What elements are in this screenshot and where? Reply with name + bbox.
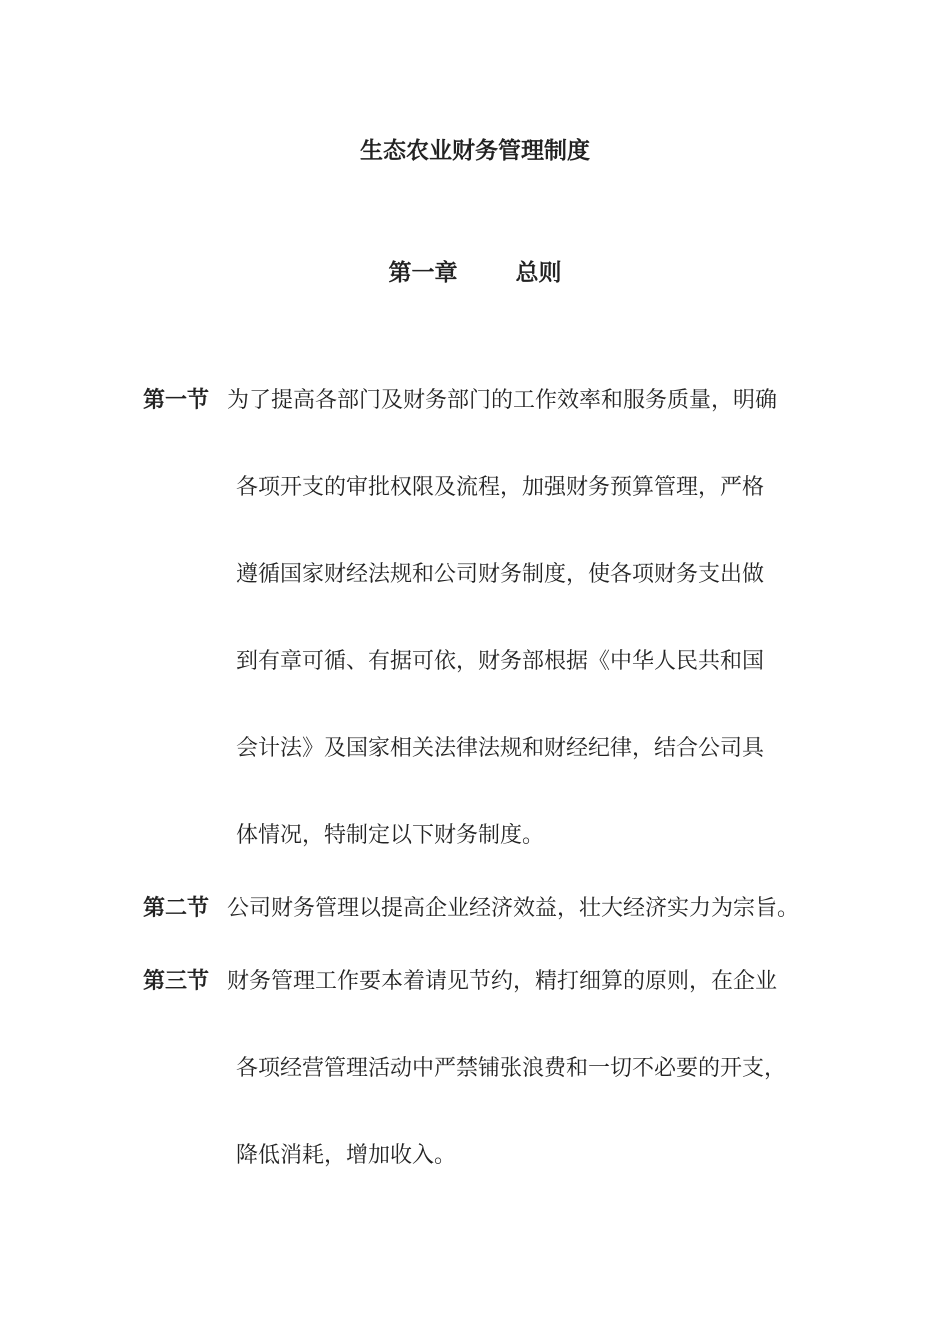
section-text-line: 会计法》及国家相关法律法规和财经纪律，结合公司具 [236, 736, 765, 761]
document-title: 生态农业财务管理制度 [360, 138, 590, 164]
section-text-line: 各项经营管理活动中严禁铺张浪费和一切不必要的开支， [236, 1056, 787, 1081]
section-label: 第三节 [143, 969, 210, 994]
chapter-number: 第一章 [388, 260, 458, 286]
section-text-line: 各项开支的审批权限及流程，加强财务预算管理，严格 [236, 475, 765, 500]
section-text-line: 体情况，特制定以下财务制度。 [236, 823, 545, 848]
chapter-heading [0, 258, 950, 288]
chapter-name: 总则 [515, 260, 562, 286]
section-text-line: 财务管理工作要本着请见节约，精打细算的原则，在企业 [227, 969, 778, 994]
section-text-line: 到有章可循、有据可依，财务部根据《中华人民共和国 [236, 649, 765, 674]
section-label: 第一节 [143, 388, 210, 413]
section-text-line: 为了提高各部门及财务部门的工作效率和服务质量，明确 [227, 388, 778, 413]
section-text-line: 公司财务管理以提高企业经济效益，壮大经济实力为宗旨。 [227, 896, 800, 921]
section-text-line: 遵循国家财经法规和公司财务制度，使各项财务支出做 [236, 562, 765, 587]
section-text-line: 降低消耗，增加收入。 [236, 1143, 457, 1168]
section-label: 第二节 [143, 896, 210, 921]
